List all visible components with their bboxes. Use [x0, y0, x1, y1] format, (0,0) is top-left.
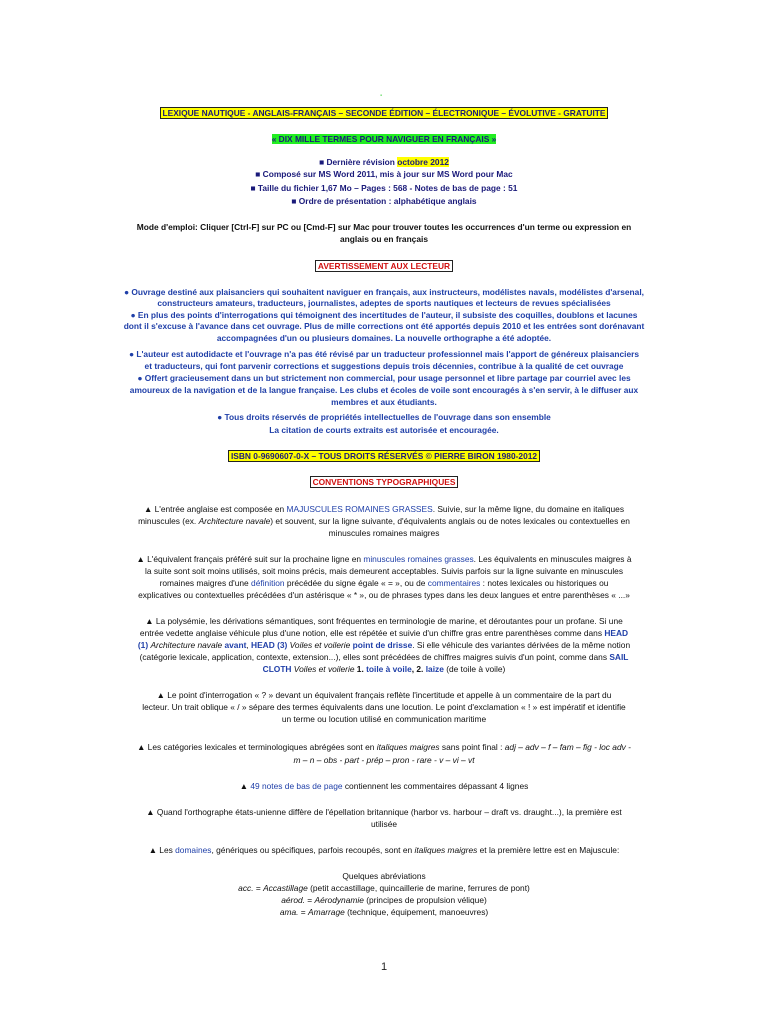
text-run: Architecture navale: [150, 640, 223, 650]
text-run: sans point final :: [439, 742, 505, 752]
warning-heading-line: [100, 261, 668, 272]
text-run: . Si elle véhicule des variantes dérivées de la même notion: [412, 640, 631, 650]
abbreviation-domain: Accastillage: [263, 883, 308, 893]
title-line: [100, 108, 668, 119]
text-run: : notes lexicales ou historiques ou: [480, 578, 609, 588]
text-run: (1): [137, 640, 151, 650]
text-run: HEAD (3): [251, 640, 288, 650]
warning-line: ● Offert gracieusement dans un but strictement non commercial, pour usage personnel et libre partage par courriel avec les: [137, 373, 631, 383]
abbreviation-item: [100, 883, 668, 894]
warning-line: ● Tous droits réservés de propriétés intellectuelles de l'ouvrage dans son ensemble: [217, 412, 551, 422]
text-run: commentaires: [427, 578, 481, 588]
abbreviation-item: [100, 895, 668, 906]
text-run: Voiles et voilerie: [291, 664, 355, 674]
abbreviation: acc.: [238, 883, 254, 893]
text-run: ,: [246, 640, 252, 650]
abbreviation: ama.: [279, 907, 299, 917]
convention-paragraph-5-line: [100, 742, 668, 753]
warning-line: accompagnées d'un ou plusieurs domaines. La nouvelle orthographe a été adoptée.: [216, 333, 552, 343]
abbreviation-description: (principes de propulsion vélique): [363, 895, 487, 905]
text-run: minuscules (ex.: [138, 516, 199, 526]
text-run: (catégorie lexicale, application, contexte, extension...), elles sont précédées de chiffres maigres suivis d'un point, comme dans: [139, 652, 610, 662]
equals-sign: =: [304, 895, 315, 905]
convention-paragraph-7-line: ▲ Quand l'orthographe états-unienne diffère de l'épellation britannique (harbor vs. harbour – draft vs. draught...), la première est: [146, 807, 622, 817]
text-run: italiques maigres: [376, 742, 440, 752]
convention-paragraph-2-line: la suite sont soit moins utilisés, soit moins précis, mais demeurent acceptables. Suivis parfois sur la ligne suivante en minuscules: [144, 566, 624, 576]
text-run: , 2.: [411, 664, 426, 674]
text-run: ▲: [239, 781, 251, 791]
text-run: adj – adv – f – fam – fig - loc adv -: [504, 742, 631, 752]
convention-paragraph-1-line: [100, 504, 668, 515]
equals-sign: =: [253, 883, 264, 893]
abbreviation-description: (technique, équipement, manoeuvres): [344, 907, 489, 917]
revision-line: [100, 157, 668, 168]
convention-paragraph-3-line: ▲ La polysémie, les dérivations sémantiques, sont fréquentes en terminologie de marine, et déroutantes pour un profane. Si une: [145, 616, 623, 626]
title-banner: LEXIQUE NAUTIQUE - ANGLAIS-FRANÇAIS – SECONDE ÉDITION – ÉLECTRONIQUE – ÉVOLUTIVE - GRATUITE: [160, 107, 609, 119]
text-run: et la première lettre est en Majuscule:: [477, 845, 620, 855]
text-run: Architecture navale: [198, 516, 271, 526]
text-run: 49 notes de bas de page: [250, 781, 343, 791]
warning-line: dont il s'excuse à l'avance dans cet ouvrage. Plus de mille corrections ont été apportés depuis 2010 et les entrées sont dorénavant: [123, 321, 645, 331]
warning-line: ● Ouvrage destiné aux plaisanciers qui souhaitent naviguer en français, aux instructeurs, modélistes navals, modélistes d'arsenal,: [124, 287, 644, 297]
warning-line: membres et aux étudiants.: [331, 397, 437, 407]
abbreviation-description: (petit accastillage, quincaillerie de marine, ferrures de pont): [307, 883, 530, 893]
isbn-line: [100, 451, 668, 462]
abbreviation-domain: Aérodynamie: [314, 895, 364, 905]
convention-paragraph-4-line: lecteur. Un trait oblique « / » sépare des termes équivalents dans une locution. Le point d'exclamation « ! » est impératif et identifie: [142, 702, 626, 712]
warning-line: La citation de courts extraits est autorisée et encouragée.: [269, 425, 499, 435]
usage-line-1: Mode d'emploi: Cliquer [Ctrl-F] sur PC ou [Cmd-F] sur Mac pour trouver toutes les occurrences d'un terme ou expression en: [136, 222, 632, 232]
convention-paragraph-2-line: [100, 554, 668, 565]
order-line: ■ Ordre de présentation : alphabétique anglais: [291, 196, 477, 206]
revision-date: octobre 2012: [397, 157, 449, 167]
convention-paragraph-1-line: [100, 516, 668, 527]
convention-paragraph-4-line: ▲ Le point d'interrogation « ? » devant un équivalent français reflète l'incertitude et appelle à un commentaire de la part du: [156, 690, 612, 700]
text-run: avant: [222, 640, 247, 650]
convention-paragraph-1-line: minuscules romaines maigres: [328, 528, 440, 538]
abbreviation: aérod.: [281, 895, 305, 905]
revision-prefix: ■ Dernière révision: [319, 157, 398, 167]
convention-paragraph-6-line: [100, 781, 668, 792]
abbreviations-heading: Quelques abréviations: [342, 871, 426, 881]
text-run: ▲ Les catégories lexicales et terminologiques abrégées sont en: [137, 742, 377, 752]
convention-paragraph-7-line: utilisée: [370, 819, 398, 829]
warning-line: et traducteurs, qui font parvenir corrections et suggestions depuis trois décennies, contribue à la qualité de cet ouvrage: [144, 361, 624, 371]
text-run: MAJUSCULES ROMAINES GRASSES: [286, 504, 433, 514]
convention-paragraph-3-line: [100, 640, 668, 651]
equals-sign: =: [298, 907, 308, 917]
text-run: entrée vedette anglaise véhicule plus d'une notion, elle est répétée et suivie d'un chiffre gras entre parenthèses comme dans: [139, 628, 605, 638]
page-number: 1: [380, 961, 388, 973]
text-run: laize: [425, 664, 444, 674]
usage-line-2: anglais ou en français: [340, 234, 428, 244]
convention-paragraph-8-line: [100, 845, 668, 856]
isbn-banner: ISBN 0-9690607-0-X – TOUS DROITS RÉSERVÉS © PIERRE BIRON 1980-2012: [228, 450, 540, 462]
convention-paragraph-3-line: [100, 652, 668, 663]
text-run: toile à voile: [366, 664, 412, 674]
text-run: . Les équivalents en minuscules maigres à: [473, 554, 632, 564]
text-run: HEAD: [604, 628, 629, 638]
text-run: définition: [251, 578, 285, 588]
text-run: italiques maigres: [414, 845, 478, 855]
text-run: précédée du signe égale « = », ou de: [284, 578, 428, 588]
text-run: ▲ L'entrée anglaise est composée en: [143, 504, 287, 514]
subtitle-banner: « DIX MILLE TERMES POUR NAVIGUER EN FRANÇAIS »: [271, 134, 497, 144]
text-run: ) et souvent, sur la ligne suivante, d'équivalents anglais ou de notes lexicales ou contextuelles en: [270, 516, 630, 526]
warning-line: constructeurs amateurs, traducteurs, journalistes, adeptes de sports nautiques et lecteurs de revues spécialisées: [157, 298, 611, 308]
text-run: 1.: [354, 664, 367, 674]
warning-line: amoureux de la navigation et de la langue française. Les clubs et écoles de voile sont encouragés à s'en servir, à le diffuser aux: [129, 385, 639, 395]
text-run: , génériques ou spécifiques, parfois recoupés, sont en: [211, 845, 415, 855]
convention-paragraph-5-line: [100, 755, 668, 766]
convention-paragraph-3-line: [100, 628, 668, 639]
text-run: ▲ L'équivalent français préféré suit sur la prochaine ligne en: [136, 554, 364, 564]
text-run: (de toile à voile): [443, 664, 506, 674]
convention-paragraph-2-line: [100, 578, 668, 589]
warning-line: ● L'auteur est autodidacte et l'ouvrage n'a pas été révisé par un traducteur professionnel mais l'apport de généreux plaisanciers: [128, 349, 640, 359]
convention-paragraph-3-line: [100, 664, 668, 675]
text-run: romaines maigres d'une: [159, 578, 252, 588]
text-run: CLOTH: [262, 664, 292, 674]
text-run: . Suivie, sur la même ligne, du domaine en italiques: [432, 504, 625, 514]
convention-paragraph-4-line: un terme ou locution utilisé en communication maritime: [281, 714, 487, 724]
marker-glyph: ▪: [380, 93, 383, 99]
conventions-heading: CONVENTIONS TYPOGRAPHIQUES: [310, 476, 459, 488]
text-run: point de drisse: [350, 640, 413, 650]
warning-heading: AVERTISSEMENT AUX LECTEUR: [315, 260, 453, 272]
text-run: Voiles et voilerie: [287, 640, 351, 650]
text-run: ▲ Les: [148, 845, 176, 855]
text-run: SAIL: [609, 652, 629, 662]
abbreviation-domain: Amarrage: [308, 907, 345, 917]
warning-line: ● En plus des points d'interrogations qui témoignent des incertitudes de l'auteur, il subsiste des coquilles, doublons et lacunes: [130, 310, 638, 320]
file-size-line: ■ Taille du fichier 1,67 Mo – Pages : 568 - Notes de bas de page : 51: [250, 183, 518, 193]
text-run: contiennent les commentaires dépassant 4 lignes: [342, 781, 529, 791]
subtitle-line: [100, 134, 668, 145]
conventions-heading-line: [100, 477, 668, 488]
abbreviation-item: [100, 907, 668, 918]
text-run: minuscules romaines grasses: [363, 554, 474, 564]
text-run: m – n – obs - part - prép – pron - rare - v – vi – vt: [293, 755, 475, 765]
convention-paragraph-2-line: explicatives ou contextuelles précédées d'un astérisque « * », ou de phrases types dans les deux langues et entre parenthèses « ...»: [138, 590, 630, 600]
composed-line: ■ Composé sur MS Word 2011, mis à jour sur MS Word pour Mac: [255, 169, 513, 179]
text-run: domaines: [175, 845, 212, 855]
